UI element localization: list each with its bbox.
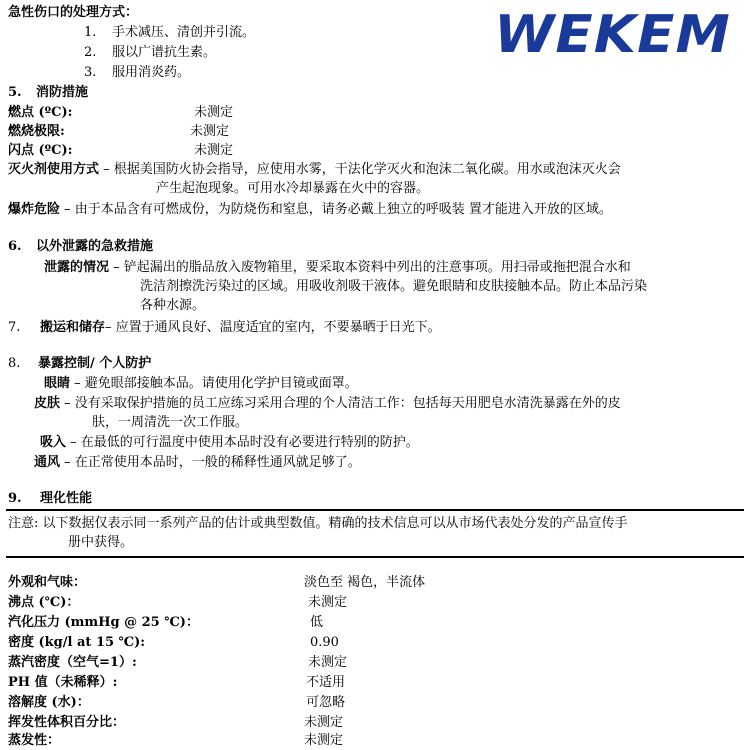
- property-value: 可忽略: [306, 695, 346, 710]
- handling-storage-label: 搬运和储存: [40, 320, 106, 335]
- wekem-logo: WEKEM: [494, 5, 731, 65]
- handling-storage: [40, 319, 441, 337]
- property-label: 挥发性体积百分比：: [8, 715, 126, 730]
- property-value: 不适用: [306, 675, 346, 690]
- skin-line-1: [34, 395, 621, 413]
- eyes-protection: [44, 375, 358, 393]
- section-9-number: 9.: [8, 491, 22, 506]
- leak-line-2: 洗洁剂擦洗污染过的区域。用吸收剂吸干液体。避免眼睛和皮肤接触本品。防止本品污染: [140, 279, 648, 294]
- leak-text: – 铲起漏出的脂品放入废物箱里，要采取本资料中列出的注意事项。用扫帚或拖把混合水和: [109, 260, 631, 275]
- flammability-limits-value: 未测定: [190, 124, 230, 139]
- inhalation-text: – 在最低的可行温度中使用本品时没有必要进行特别的防护。: [66, 435, 419, 450]
- flash-point-value: 未测定: [194, 143, 234, 158]
- property-value: 淡色至 褐色，半流体: [304, 575, 426, 590]
- list-item-number: 1.: [84, 25, 97, 40]
- ventilation-text: – 在正常使用本品时，一般的稀释性通风就足够了。: [60, 455, 361, 470]
- inhalation-label: 吸入: [40, 435, 67, 450]
- skin-text: – 没有采取保护措施的员工应练习采用合理的个人清洁工作：包括每天用肥皂水清洗暴露在外的皮: [60, 396, 621, 411]
- explosion-label: 爆炸危险: [8, 202, 61, 217]
- extinguishing-label: 灭火剂使用方式: [8, 162, 100, 177]
- flammability-limits-label: 燃烧极限:: [8, 124, 65, 139]
- skin-line-2: 肤，一周清洗一次工作服。: [92, 415, 249, 430]
- inhalation-protection: [40, 434, 419, 452]
- note-line-1: 注意: 以下数据仅表示同一系列产品的估计或典型数值。精确的技术信息可以从市场代表处分发的产品宣传手: [8, 516, 628, 531]
- wound-treatment-heading: 急性伤口的处理方式：: [8, 5, 139, 20]
- handling-storage-text: – 应置于通风良好、温度适宜的室内，不要暴晒于日光下。: [105, 320, 441, 335]
- flash-point-label: 闪点 (ºC):: [8, 143, 73, 158]
- ventilation-label: 通风: [34, 455, 61, 470]
- extinguishing-line-1: [8, 161, 621, 179]
- property-value: 未测定: [304, 733, 344, 748]
- list-item-number: 3.: [84, 65, 97, 80]
- property-value: 低: [310, 615, 324, 630]
- ventilation: [34, 454, 361, 472]
- property-label: 蒸发性：: [8, 733, 61, 748]
- property-label: PH 值（未稀释）:: [8, 675, 118, 690]
- property-label: 溶解度 (水)：: [8, 695, 90, 710]
- property-value: 0.90: [310, 635, 339, 650]
- extinguishing-line-2: 产生起泡现象。可用水冷却暴露在火中的容器。: [156, 181, 430, 196]
- list-item: 服用消炎药。: [112, 65, 191, 80]
- explosion-hazard: [8, 201, 612, 219]
- list-item: 手术减压、清创并引流。: [112, 25, 256, 40]
- section-9-title: 理化性能: [40, 491, 93, 506]
- note-line-2: 册中获得。: [68, 535, 134, 550]
- leak-line-1: [44, 259, 631, 277]
- ignition-point-value: 未测定: [194, 105, 234, 120]
- section-6-number: 6.: [8, 239, 22, 254]
- property-value: 未测定: [304, 715, 344, 730]
- extinguishing-text: – 根据美国防火协会指导，应使用水雾，干法化学灭火和泡沫二氧化碳。用水或泡沫灭火会: [99, 162, 621, 177]
- section-8-title: 暴露控制/ 个人防护: [38, 356, 152, 371]
- skin-label: 皮肤: [34, 396, 61, 411]
- section-5-title: 消防措施: [36, 85, 89, 100]
- property-label: 密度 (kg/l at 15 ℃):: [8, 635, 146, 650]
- leak-line-3: 各种水源。: [140, 298, 206, 313]
- eyes-text: – 避免眼部接触本品。请使用化学护目镜或面罩。: [70, 376, 358, 391]
- list-item: 服以广谱抗生素。: [112, 45, 217, 60]
- property-value: 未测定: [308, 655, 348, 670]
- section-divider: [6, 509, 744, 511]
- section-5-number: 5.: [8, 85, 22, 100]
- list-item-number: 2.: [84, 45, 97, 60]
- property-label: 沸点 (℃)：: [8, 595, 80, 610]
- ignition-point-label: 燃点 (ºC):: [8, 105, 73, 120]
- leak-label: 泄露的情况: [44, 260, 110, 275]
- property-label: 蒸汽密度（空气=1）:: [8, 655, 137, 670]
- section-6-title: 以外泄露的急救措施: [36, 239, 154, 254]
- explosion-text: – 由于本品含有可燃成份，为防烧伤和窒息，请务必戴上独立的呼吸装 置才能进入开放的区域。: [60, 202, 612, 217]
- eyes-label: 眼睛: [44, 376, 71, 391]
- section-8-number: 8.: [8, 356, 21, 371]
- section-7-number: 7.: [8, 320, 21, 335]
- section-divider: [6, 556, 744, 558]
- property-value: 未测定: [308, 595, 348, 610]
- property-label: 外观和气味：: [8, 575, 87, 590]
- property-label: 汽化压力 (mmHg @ 25 ℃)：: [8, 615, 199, 630]
